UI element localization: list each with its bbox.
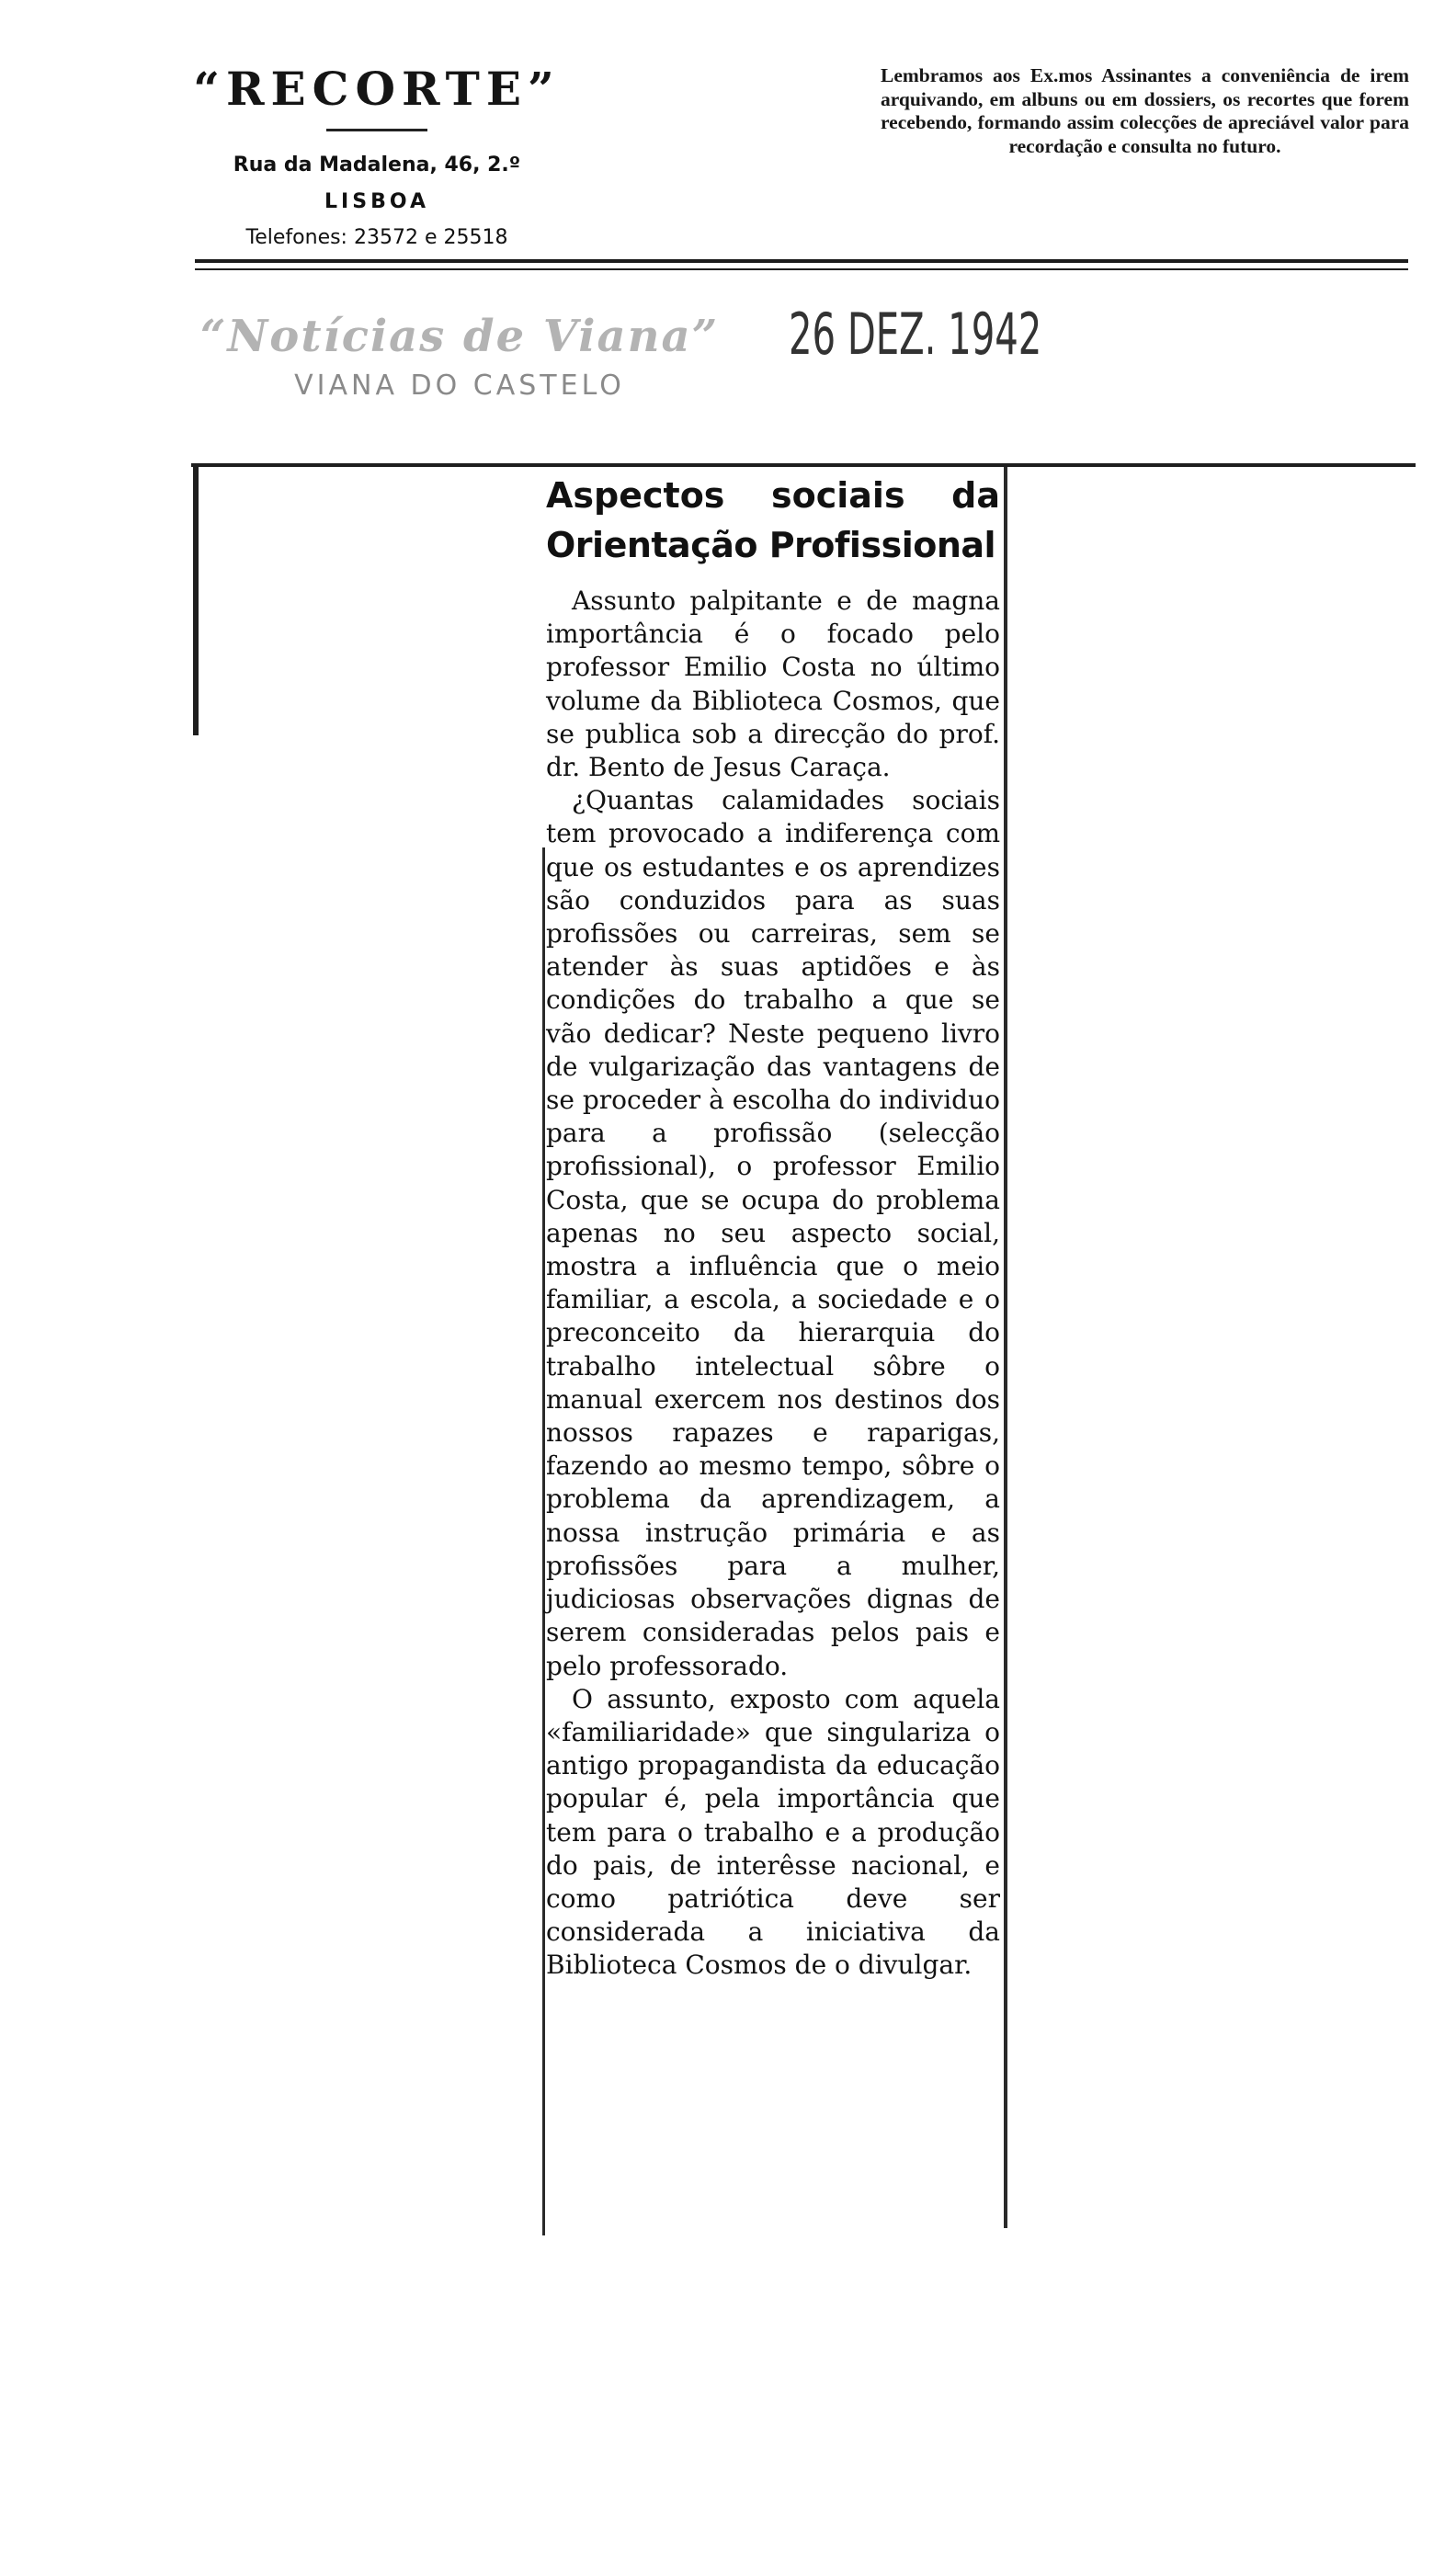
subscriber-notice: Lembramos aos Ex.mos Assinantes a conveniência de irem arquivando, em albuns ou em dossiers, os recortes que forem recebendo, formando assim colecções de apreciável valor para recordação e consulta no futuro. [881,64,1409,157]
article-body [546,585,1000,1983]
clipping-top-rule [191,463,1416,467]
masthead-divider [326,129,427,131]
agency-city: LISBOA [324,190,429,213]
article-title [546,471,1000,570]
agency-name: “RECORTE” [193,62,561,116]
newspaper-source-stamp [193,311,726,404]
title-word: sociais [771,475,905,516]
agency-address: Rua da Madalena, 46, 2.º [233,154,521,176]
article-paragraph: O assunto, exposto com aquela «familiaridade» que singulariza o antigo propagandista da educação popular é, pela importância que tem para o trabalho e a produção do pais, de interêsse nacional, e como patriótica deve ser considerada a iniciativa da Biblioteca Cosmos de o divulgar. [546,1683,1000,1981]
newspaper-city: VIANA DO CASTELO [294,370,625,402]
newspaper-name: “Notícias de Viana” [199,311,720,362]
article-left-border [542,847,545,2235]
article-paragraph: Assunto palpitante e de magna importância é o focado pelo professor Emilio Costa no último volume da Biblioteca Cosmos, que se publica sob a direcção do prof. dr. Bento de Jesus Caraça. [546,586,1000,783]
article-title-line-1 [546,471,1000,520]
header-rule-thin [195,268,1408,270]
article-title-line-2: Orientação Profissional [546,525,996,565]
agency-masthead [184,59,570,253]
agency-phones: Telefones: 23572 e 25518 [245,226,508,249]
title-word: da [951,475,1000,516]
clipping-left-edge [193,463,199,735]
article-right-border [1004,467,1007,2228]
title-word: Aspectos [546,475,725,516]
header-rule-thick [195,259,1408,263]
article-paragraph: ¿Quantas calamidades sociais tem provocado a indiferença com que os estudantes e os aprendizes são conduzidos para as suas profissões ou carreiras, sem se atender às suas aptidões e às condições do trabalho a que se vão dedicar? Neste pequeno livro de vulgarização das vantagens de se proceder à escolha do individuo para a profissão (selecção profissional), o professor Emilio Costa, que se ocupa do problema apenas no seu aspecto social, mostra a influência que o meio familiar, a escola, a sociedade e o preconceito da hierarquia do trabalho intelectual sôbre o manual exercem nos destinos dos nossos rapazes e raparigas, fazendo ao mesmo tempo, sôbre o problema da aprendizagem, a nossa instrução primária e as profissões para a mulher, judiciosas observações dignas de serem consideradas pelos pais e pelo professorado. [546,785,1000,1681]
article [546,471,1000,1983]
date-stamp: 26 DEZ. 1942 [789,301,1042,368]
